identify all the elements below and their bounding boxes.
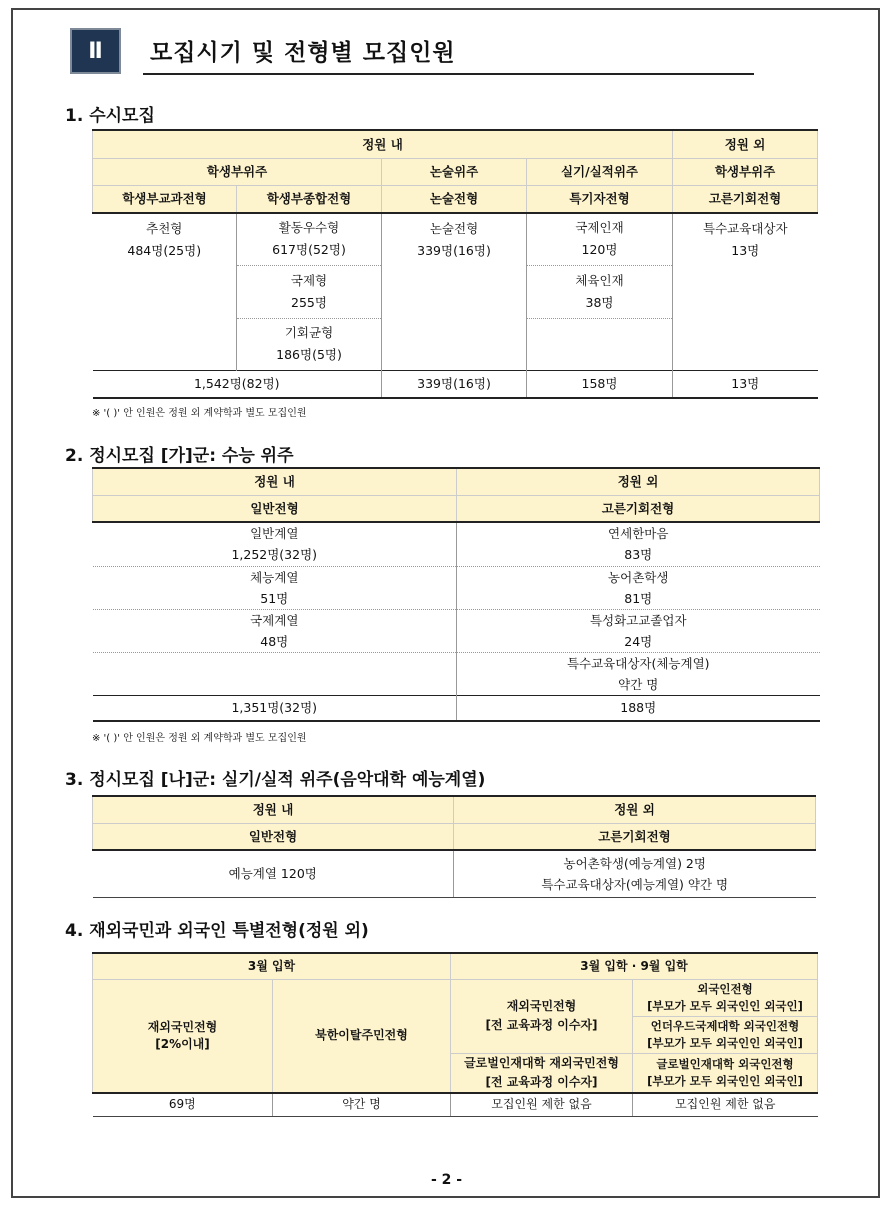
header-cell: 정원 외 [673,130,818,158]
header-cell: 3월 입학 [93,953,451,979]
table-cell: 국제형 255명 [237,265,382,318]
header-cell: 고른기회전형 [673,185,818,213]
table-cell: 국제인재 120명 [527,213,673,265]
header-cell: 학생부위주 [93,158,382,185]
header-cell: 일반전형 [93,823,454,850]
header-cell: 실기/실적위주 [527,158,673,185]
total-cell: 13명 [673,370,818,398]
chapter-rule [143,73,754,75]
table-cell: 체육인재 38명 [527,265,673,318]
table-cell: 특수교육대상자(체능계열) 약간 명 [457,652,820,695]
total-cell: 69명 [93,1093,273,1117]
header-cell: 글로벌인재대학 재외국민전형 [전 교육과정 이수자] [451,1053,633,1093]
note: ※ '( )' 안 인원은 정원 외 계약학과 별도 모집인원 [92,408,307,419]
header-cell: 학생부종합전형 [237,185,382,213]
chapter-title: 모집시기 및 전형별 모집인원 [150,40,456,66]
rolling-admission-table [92,129,818,399]
section-3-title: 3. 정시모집 [나]군: 실기/실적 위주(음악대학 예능계열) [65,770,486,790]
total-cell: 약간 명 [273,1093,451,1117]
header-cell: 일반전형 [93,495,457,522]
table-cell: 추천형 484명(25명) [127,221,202,258]
regular-admission-na-table [92,795,816,898]
total-cell: 모집인원 제한 없음 [451,1093,633,1117]
section-2-title: 2. 정시모집 [가]군: 수능 위주 [65,446,294,466]
table-cell: 체능계열 51명 [93,566,457,609]
table-cell: 특성화고교졸업자 24명 [457,609,820,652]
total-cell: 모집인원 제한 없음 [633,1093,818,1117]
overseas-admission-table [92,952,818,1117]
regular-admission-ga-table [92,467,820,722]
table-cell: 논술전형 339명(16명) [382,213,527,370]
header-cell: 정원 외 [454,796,816,823]
header-cell: 언더우드국제대학 외국인전형 [부모가 모두 외국인인 외국인] [633,1016,818,1053]
total-cell: 1,351명(32명) [93,695,457,721]
header-cell: 논술위주 [382,158,527,185]
header-cell: 학생부교과전형 [93,185,237,213]
header-cell: 논술전형 [382,185,527,213]
table-cell: 특수교육대상자 13명 [673,213,818,370]
table-cell: 일반계열 1,252명(32명) [93,522,457,566]
page-number: - 2 - [430,1172,463,1188]
total-cell: 188명 [457,695,820,721]
section-1-title: 1. 수시모집 [65,106,155,126]
header-cell: 학생부위주 [673,158,818,185]
total-cell: 1,542명(82명) [93,370,382,398]
table-cell [527,318,673,370]
chapter-badge: Ⅱ [70,28,121,74]
table-cell: 국제계열 48명 [93,609,457,652]
header-cell: 특기자전형 [527,185,673,213]
table-cell: 예능계열 120명 [93,850,454,897]
table-cell: 연세한마음 83명 [457,522,820,566]
section-4-title: 4. 재외국민과 외국인 특별전형(정원 외) [65,921,369,941]
table-cell [93,652,457,695]
table-cell: 활동우수형 617명(52명) [237,213,382,265]
header-cell: 외국인전형 [부모가 모두 외국인인 외국인] [633,979,818,1016]
header-cell: 재외국민전형 [2%이내] [93,979,273,1093]
header-cell: 3월 입학 · 9월 입학 [451,953,818,979]
header-cell: 고른기회전형 [457,495,820,522]
header-cell: 정원 내 [93,796,454,823]
header-cell: 정원 외 [457,468,820,495]
total-cell: 339명(16명) [382,370,527,398]
table-cell: 농어촌학생 81명 [457,566,820,609]
header-cell: 글로벌인재대학 외국인전형 [부모가 모두 외국인인 외국인] [633,1053,818,1093]
header-cell: 정원 내 [93,130,673,158]
header-cell: 북한이탈주민전형 [273,979,451,1093]
table-cell: 기회균형 186명(5명) [237,318,382,370]
header-cell: 재외국민전형 [전 교육과정 이수자] [451,979,633,1053]
table-cell: 농어촌학생(예능계열) 2명 특수교육대상자(예능계열) 약간 명 [454,850,816,897]
header-cell: 정원 내 [93,468,457,495]
header-cell: 고른기회전형 [454,823,816,850]
note: ※ '( )' 안 인원은 정원 외 계약학과 별도 모집인원 [92,733,307,744]
total-cell: 158명 [527,370,673,398]
